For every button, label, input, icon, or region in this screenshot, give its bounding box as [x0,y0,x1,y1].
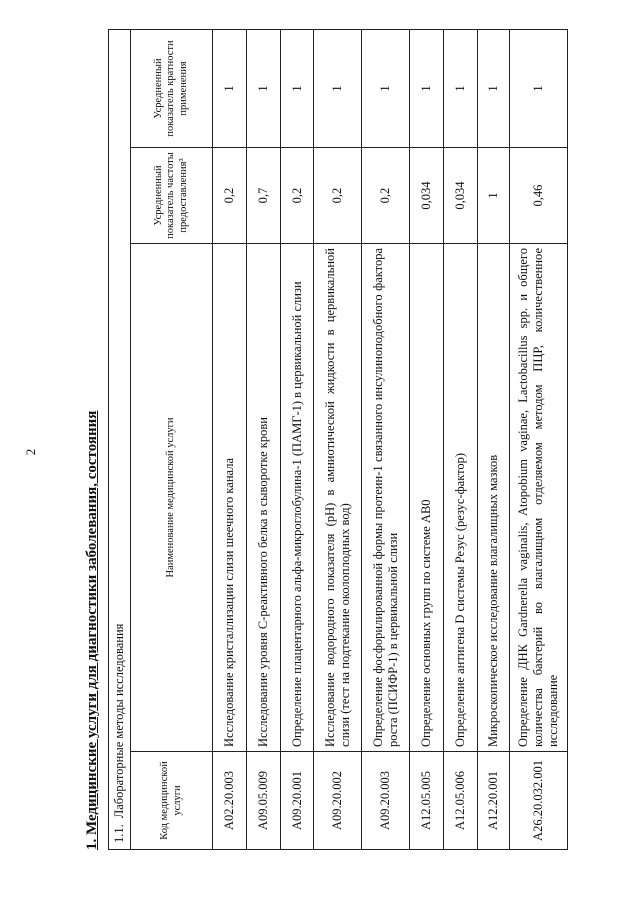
service-code: A26.20.032.001 [510,752,568,850]
multiplicity-value: 1 [444,29,478,147]
column-header-code: Код медицинской услуги [131,752,213,850]
frequency-value: 0,034 [444,148,478,244]
multiplicity-value: 1 [314,29,362,147]
subsection-title [109,29,131,849]
service-code: A09.20.003 [362,752,410,850]
multiplicity-value: 1 [281,29,314,147]
services-table [108,29,568,850]
service-code: A02.20.003 [213,752,247,850]
service-name: Определение ДНК Gardnerella vaginalis, Atopobium vaginae, Lactobacillus spp. и общего количества бактерий во влагалищном отделяемом методом ПЦР, количественное исследование [510,244,568,752]
frequency-value: 0,2 [281,148,314,244]
table-row [247,29,281,849]
frequency-value: 0,7 [247,148,281,244]
table-row [213,29,247,849]
service-name: Определение фосфорилированной формы протеин-1 связанного инсулиноподобного фактора роста (ПСИФР-1) в цервикальной слизи [362,244,410,752]
column-header-multiplicity: Усредненный показатель кратности применения [131,29,213,147]
multiplicity-value: 1 [362,29,410,147]
table-row [510,29,568,849]
rotated-page-content [84,30,596,850]
service-name: Исследование водородного показателя (pH) в амниотической жидкости в цервикальной слизи (тест на подтекание околоплодных вод) [314,244,362,752]
service-name: Исследование кристаллизации слизи шеечного канала [213,244,247,752]
service-name: Определение плацентарного альфа-микроглобулина-1 (ПАМГ-1) в цервикальной слизи [281,244,314,752]
service-code: A12.20.001 [478,752,510,850]
frequency-value: 0,2 [314,148,362,244]
frequency-value: 0,46 [510,148,568,244]
service-code: A09.05.009 [247,752,281,850]
multiplicity-value: 1 [213,29,247,147]
frequency-value: 0,2 [362,148,410,244]
page-number: 2 [23,448,38,456]
table-row [478,29,510,849]
frequency-value: 1 [478,148,510,244]
table-row [410,29,444,849]
table-row [362,29,410,849]
multiplicity-value: 1 [510,29,568,147]
table-row [444,29,478,849]
table-row [314,29,362,849]
frequency-value: 0,2 [213,148,247,244]
service-name: Определение основных групп по системе AB0 [410,244,444,752]
multiplicity-value: 1 [247,29,281,147]
service-code: A09.20.001 [281,752,314,850]
subsection-label: Лабораторные методы исследования [112,623,126,819]
column-header-frequency: Усредненный показатель частоты предоставления³ [131,148,213,244]
subsection-number: 1.1. [112,824,126,843]
section-heading: 1. Медицинские услуги для диагностики заболевания, состояния [84,410,100,850]
frequency-value: 0,034 [410,148,444,244]
multiplicity-value: 1 [478,29,510,147]
service-code: A12.05.005 [410,752,444,850]
service-name: Определение антигена D системы Резус (резус-фактор) [444,244,478,752]
service-code: A12.05.006 [444,752,478,850]
service-name: Микроскопическое исследование влагалищных мазков [478,244,510,752]
subsection-row [109,29,131,849]
table-row [281,29,314,849]
column-header-name: Наименование медицинской услуги [131,244,213,752]
service-code: A09.20.002 [314,752,362,850]
multiplicity-value: 1 [410,29,444,147]
table-header-row [131,29,213,849]
service-name: Исследование уровня С-реактивного белка в сыворотке крови [247,244,281,752]
